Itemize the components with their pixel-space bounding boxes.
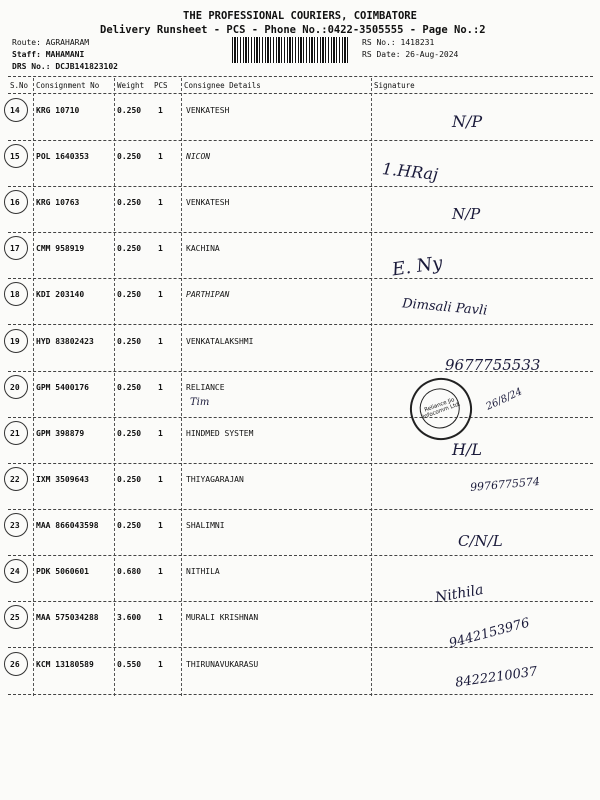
- col-divider: [33, 78, 34, 696]
- row-consignment: HYD 83802423: [36, 337, 94, 346]
- row-weight: 0.250: [117, 429, 142, 438]
- row-consignee: SHALIMNI: [186, 521, 225, 530]
- row-consignee: MURALI KRISHNAN: [186, 613, 259, 622]
- row-consignee: VENKATESH: [186, 106, 230, 115]
- row-separator: [8, 463, 593, 464]
- row-weight: 0.250: [117, 290, 142, 299]
- row-sno: 19: [10, 337, 20, 346]
- sno-circle-mark: [4, 329, 28, 353]
- row-consignment: PDK 5060601: [36, 567, 89, 576]
- row-separator: [8, 417, 593, 418]
- sno-circle-mark: [4, 375, 28, 399]
- row-pcs: 1: [158, 383, 163, 392]
- row-consignment: GPM 5400176: [36, 383, 89, 392]
- row-sno: 23: [10, 521, 20, 530]
- row-consignee: KACHINA: [186, 244, 220, 253]
- sno-circle-mark: [4, 467, 28, 491]
- drs-value: DCJB141823102: [55, 62, 118, 71]
- row-pcs: 1: [158, 429, 163, 438]
- row-sno: 18: [10, 290, 20, 299]
- sno-circle-mark: [4, 190, 28, 214]
- row-separator: [8, 186, 593, 187]
- rs-no-value: 1418231: [400, 38, 435, 47]
- table-top-rule: [8, 76, 593, 77]
- row-consignment: KRG 10763: [36, 198, 80, 207]
- row-consignee: THIYAGARAJAN: [186, 475, 244, 484]
- signature-20: 26/8/24: [484, 386, 525, 413]
- staff-line: Staff: MAHAMANI: [12, 50, 85, 59]
- sno-circle-mark: [4, 421, 28, 445]
- barcode: [232, 37, 348, 63]
- signature-17: E. Ny: [390, 252, 444, 281]
- col-divider: [114, 78, 115, 696]
- row-consignee: NITHILA: [186, 567, 220, 576]
- row-consignee: NICON: [186, 152, 211, 161]
- stamp-text: Reliance Jio Infocomm Ltd.: [421, 397, 462, 421]
- drs-line: DRS No.: DCJB141823102: [12, 62, 118, 71]
- col-divider: [181, 78, 182, 696]
- row-pcs: 1: [158, 521, 163, 530]
- row-sno: 20: [10, 383, 20, 392]
- row-sno: 21: [10, 429, 20, 438]
- row-pcs: 1: [158, 152, 163, 161]
- rs-date-value: 26-Aug-2024: [405, 50, 459, 59]
- sno-circle-mark: [4, 236, 28, 260]
- rs-no-line: RS No.: 1418231: [362, 38, 435, 47]
- sno-circle-mark: [4, 144, 28, 168]
- row-weight: 0.250: [117, 106, 142, 115]
- row-consignment: MAA 866043598: [36, 521, 99, 530]
- row-weight: 0.250: [117, 152, 142, 161]
- row-consignment: KDI 203140: [36, 290, 85, 299]
- reliance-jio-stamp: [401, 369, 480, 448]
- row-separator: [8, 509, 593, 510]
- row-consignment: POL 1640353: [36, 152, 89, 161]
- sno-circle-mark: [4, 559, 28, 583]
- row-sno: 15: [10, 152, 20, 161]
- sno-circle-mark: [4, 605, 28, 629]
- signature-25: 9442153976: [447, 615, 532, 652]
- row-pcs: 1: [158, 660, 163, 669]
- row-sno: 25: [10, 613, 20, 622]
- row-separator: [8, 324, 593, 325]
- row-pcs: 1: [158, 567, 163, 576]
- row-consignment: MAA 575034288: [36, 613, 99, 622]
- col-weight: Weight: [117, 81, 145, 90]
- row-weight: 0.550: [117, 660, 142, 669]
- sno-circle-mark: [4, 98, 28, 122]
- row-weight: 3.600: [117, 613, 142, 622]
- route-value: AGRAHARAM: [45, 38, 90, 47]
- row-weight: 0.680: [117, 567, 142, 576]
- row-pcs: 1: [158, 198, 163, 207]
- rs-date-line: RS Date: 26-Aug-2024: [362, 50, 459, 59]
- row-sno: 24: [10, 567, 20, 576]
- row-sno: 17: [10, 244, 20, 253]
- row-weight: 0.250: [117, 198, 142, 207]
- company-title: THE PROFESSIONAL COURIERS, COIMBATORE: [183, 10, 417, 22]
- row-separator: [8, 647, 593, 648]
- row-weight: 0.250: [117, 244, 142, 253]
- header-bottom-rule: [8, 93, 593, 94]
- row-separator: [8, 694, 593, 695]
- signature-16: N/P: [452, 205, 481, 223]
- signature-19: 9677755533: [445, 356, 541, 374]
- row-weight: 0.250: [117, 521, 142, 530]
- signature-21: H/L: [452, 440, 482, 459]
- row-pcs: 1: [158, 475, 163, 484]
- col-sno: S.No: [10, 81, 29, 90]
- col-consignment: Consignment No: [36, 81, 100, 90]
- row-pcs: 1: [158, 244, 163, 253]
- signature-26: 8422210037: [454, 664, 539, 691]
- sno-circle-mark: [4, 282, 28, 306]
- route-line: Route: AGRAHARAM: [12, 38, 90, 47]
- signature-14: N/P: [452, 112, 483, 131]
- col-divider: [371, 78, 372, 696]
- sno-circle-mark: [4, 652, 28, 676]
- runsheet-title: Delivery Runsheet - PCS - Phone No.:0422-3505555 - Page No.:2: [100, 24, 486, 36]
- col-signature: Signature: [374, 81, 415, 90]
- row-separator: [8, 140, 593, 141]
- row-consignee: VENKATESH: [186, 198, 230, 207]
- row-weight: 0.250: [117, 337, 142, 346]
- col-consignee: Consignee Details: [184, 81, 261, 90]
- signature-18: Dimsali Pavli: [401, 296, 488, 319]
- row-pcs: 1: [158, 337, 163, 346]
- sno-circle-mark: [4, 513, 28, 537]
- signature-23: C/N/L: [458, 532, 503, 550]
- row-weight: 0.250: [117, 383, 142, 392]
- row-consignee: HINDMED SYSTEM: [186, 429, 254, 438]
- signature-24: Nithila: [433, 581, 485, 607]
- row-separator: [8, 232, 593, 233]
- col-pcs: PCS: [154, 81, 168, 90]
- row-handwritten-note: Tim: [190, 397, 210, 408]
- row-consignment: IXM 3509643: [36, 475, 89, 484]
- row-consignee: THIRUNAVUKARASU: [186, 660, 259, 669]
- row-consignee: RELIANCE: [186, 383, 225, 392]
- row-separator: [8, 555, 593, 556]
- row-consignee: PARTHIPAN: [186, 290, 230, 299]
- row-sno: 14: [10, 106, 20, 115]
- row-consignment: KRG 10710: [36, 106, 80, 115]
- row-sno: 26: [10, 660, 20, 669]
- row-separator: [8, 278, 593, 279]
- row-sno: 22: [10, 475, 20, 484]
- staff-value: MAHAMANI: [45, 50, 85, 59]
- row-separator: [8, 601, 593, 602]
- signature-22: 9976775574: [469, 474, 541, 495]
- row-pcs: 1: [158, 290, 163, 299]
- row-sno: 16: [10, 198, 20, 207]
- row-consignment: GPM 398879: [36, 429, 85, 438]
- row-consignee: VENKATALAKSHMI: [186, 337, 254, 346]
- row-consignment: KCM 13180589: [36, 660, 94, 669]
- row-consignment: CMM 958919: [36, 244, 85, 253]
- row-weight: 0.250: [117, 475, 142, 484]
- row-pcs: 1: [158, 106, 163, 115]
- row-pcs: 1: [158, 613, 163, 622]
- signature-15: 1.HRaj: [381, 159, 439, 184]
